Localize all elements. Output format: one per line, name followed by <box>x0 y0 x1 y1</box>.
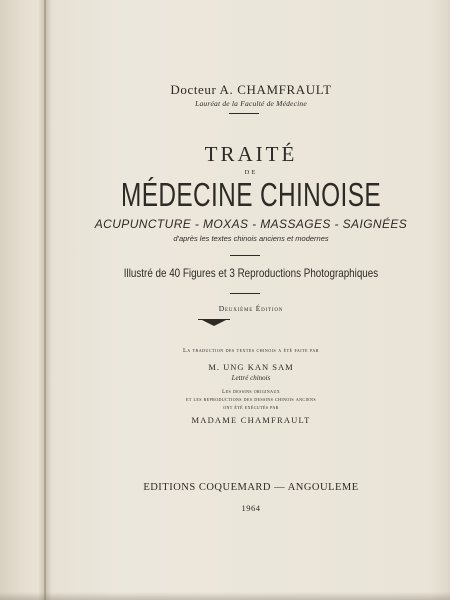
title-main: MÉDECINE CHINOISE <box>120 176 382 213</box>
illustrator-name: MADAME CHAMFRAULT <box>191 415 311 425</box>
divider-middle <box>230 255 260 256</box>
spine-shadow <box>44 0 52 600</box>
translation-note: La traduction des textes chinois a été faite par <box>183 348 319 354</box>
drawings-note-line2: et les reproductions des dessins chinois anciens <box>186 397 316 403</box>
ornament-triangle-icon <box>202 320 226 326</box>
texts-note: d'après les textes chinois anciens et modernes <box>173 234 329 243</box>
translator-title: Lettré chinois <box>231 374 271 382</box>
author-laureate: Lauréat de la Faculté de Médecine <box>195 99 307 108</box>
illustrations-note: Illustré de 40 Figures et 3 Reproductions Photographiques <box>123 266 379 280</box>
publication-year: 1964 <box>241 503 261 513</box>
edition-label: Deuxième Édition <box>218 304 284 313</box>
title-de: DE <box>244 169 258 176</box>
translator-name: M. UNG KAN SAM <box>208 362 294 372</box>
subjects-line: ACUPUNCTURE - MOXAS - MASSAGES - SAIGNÉES <box>94 217 408 231</box>
author-name: Docteur A. CHAMFRAULT <box>170 82 332 97</box>
title-page-content <box>52 0 450 600</box>
drawings-note-line1: Les dessins originaux <box>221 389 281 395</box>
publisher-line: EDITIONS COQUEMARD — ANGOULEME <box>143 482 359 493</box>
title-traite: TRAITÉ <box>204 142 298 166</box>
divider-lower <box>230 293 260 294</box>
book-spine <box>0 0 46 600</box>
drawings-note-line3: ont été exécutés par <box>223 405 279 411</box>
page-bottom-edge <box>0 592 450 600</box>
divider-top <box>229 113 259 114</box>
